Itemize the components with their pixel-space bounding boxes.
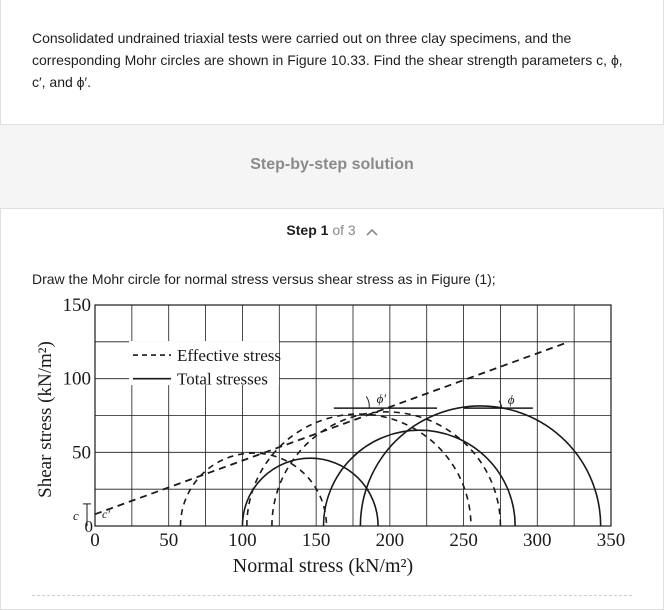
x-tick-label: 100 xyxy=(228,530,257,551)
phi-label: ϕ xyxy=(507,392,515,408)
step-card xyxy=(0,208,664,610)
x-tick-label: 0 xyxy=(90,530,100,551)
y-axis-label: Shear stress (kN/m²) xyxy=(35,341,56,498)
total-stress-envelope xyxy=(95,373,596,503)
question-card xyxy=(0,0,664,125)
x-tick-label: 50 xyxy=(159,530,179,551)
x-tick-label: 300 xyxy=(523,530,552,551)
solution-title: Step-by-step solution xyxy=(250,156,414,173)
y-tick-label: 50 xyxy=(72,442,91,464)
total-stress-circle xyxy=(360,406,600,526)
x-tick-label: 150 xyxy=(301,530,331,551)
step-count: of 3 xyxy=(332,222,356,238)
y-tick-label: 100 xyxy=(62,368,91,390)
c-prime-label: c′ xyxy=(102,507,110,522)
legend-label: Effective stress xyxy=(177,346,282,366)
x-tick-label: 250 xyxy=(449,530,478,551)
grid-lines xyxy=(95,305,611,526)
step-label: Step 1 xyxy=(286,222,329,238)
step-instruction: Draw the Mohr circle for normal stress versus shear stress as in Figure (1); xyxy=(32,271,496,287)
y-tick-label: 0 xyxy=(84,517,93,536)
question-text: Consolidated undrained triaxial tests were carried out on three clay specimens, and the corresponding Mohr circles are shown in Figure 10.33. Find the shear strength parameters c, ϕ, c′, and ϕ′. xyxy=(32,30,623,90)
legend-label: Total stresses xyxy=(177,369,268,389)
chevron-up-icon[interactable] xyxy=(366,223,378,239)
phi-prime-arc xyxy=(366,396,369,408)
mohr-circle-figure xyxy=(31,295,635,589)
total-stress-circle xyxy=(324,430,516,526)
x-tick-label: 200 xyxy=(375,530,405,551)
legend xyxy=(129,341,281,389)
c-label: c xyxy=(73,507,79,523)
x-axis-label: Normal stress (kN/m²) xyxy=(232,555,414,577)
effective-stress-circle xyxy=(247,414,471,526)
x-tick-label: 350 xyxy=(596,530,626,551)
step-header-toggle[interactable] xyxy=(1,222,663,239)
phi-prime-label: ϕ′ xyxy=(376,391,387,407)
y-tick-label: 150 xyxy=(62,295,91,316)
effective-stress-circle xyxy=(272,412,501,526)
